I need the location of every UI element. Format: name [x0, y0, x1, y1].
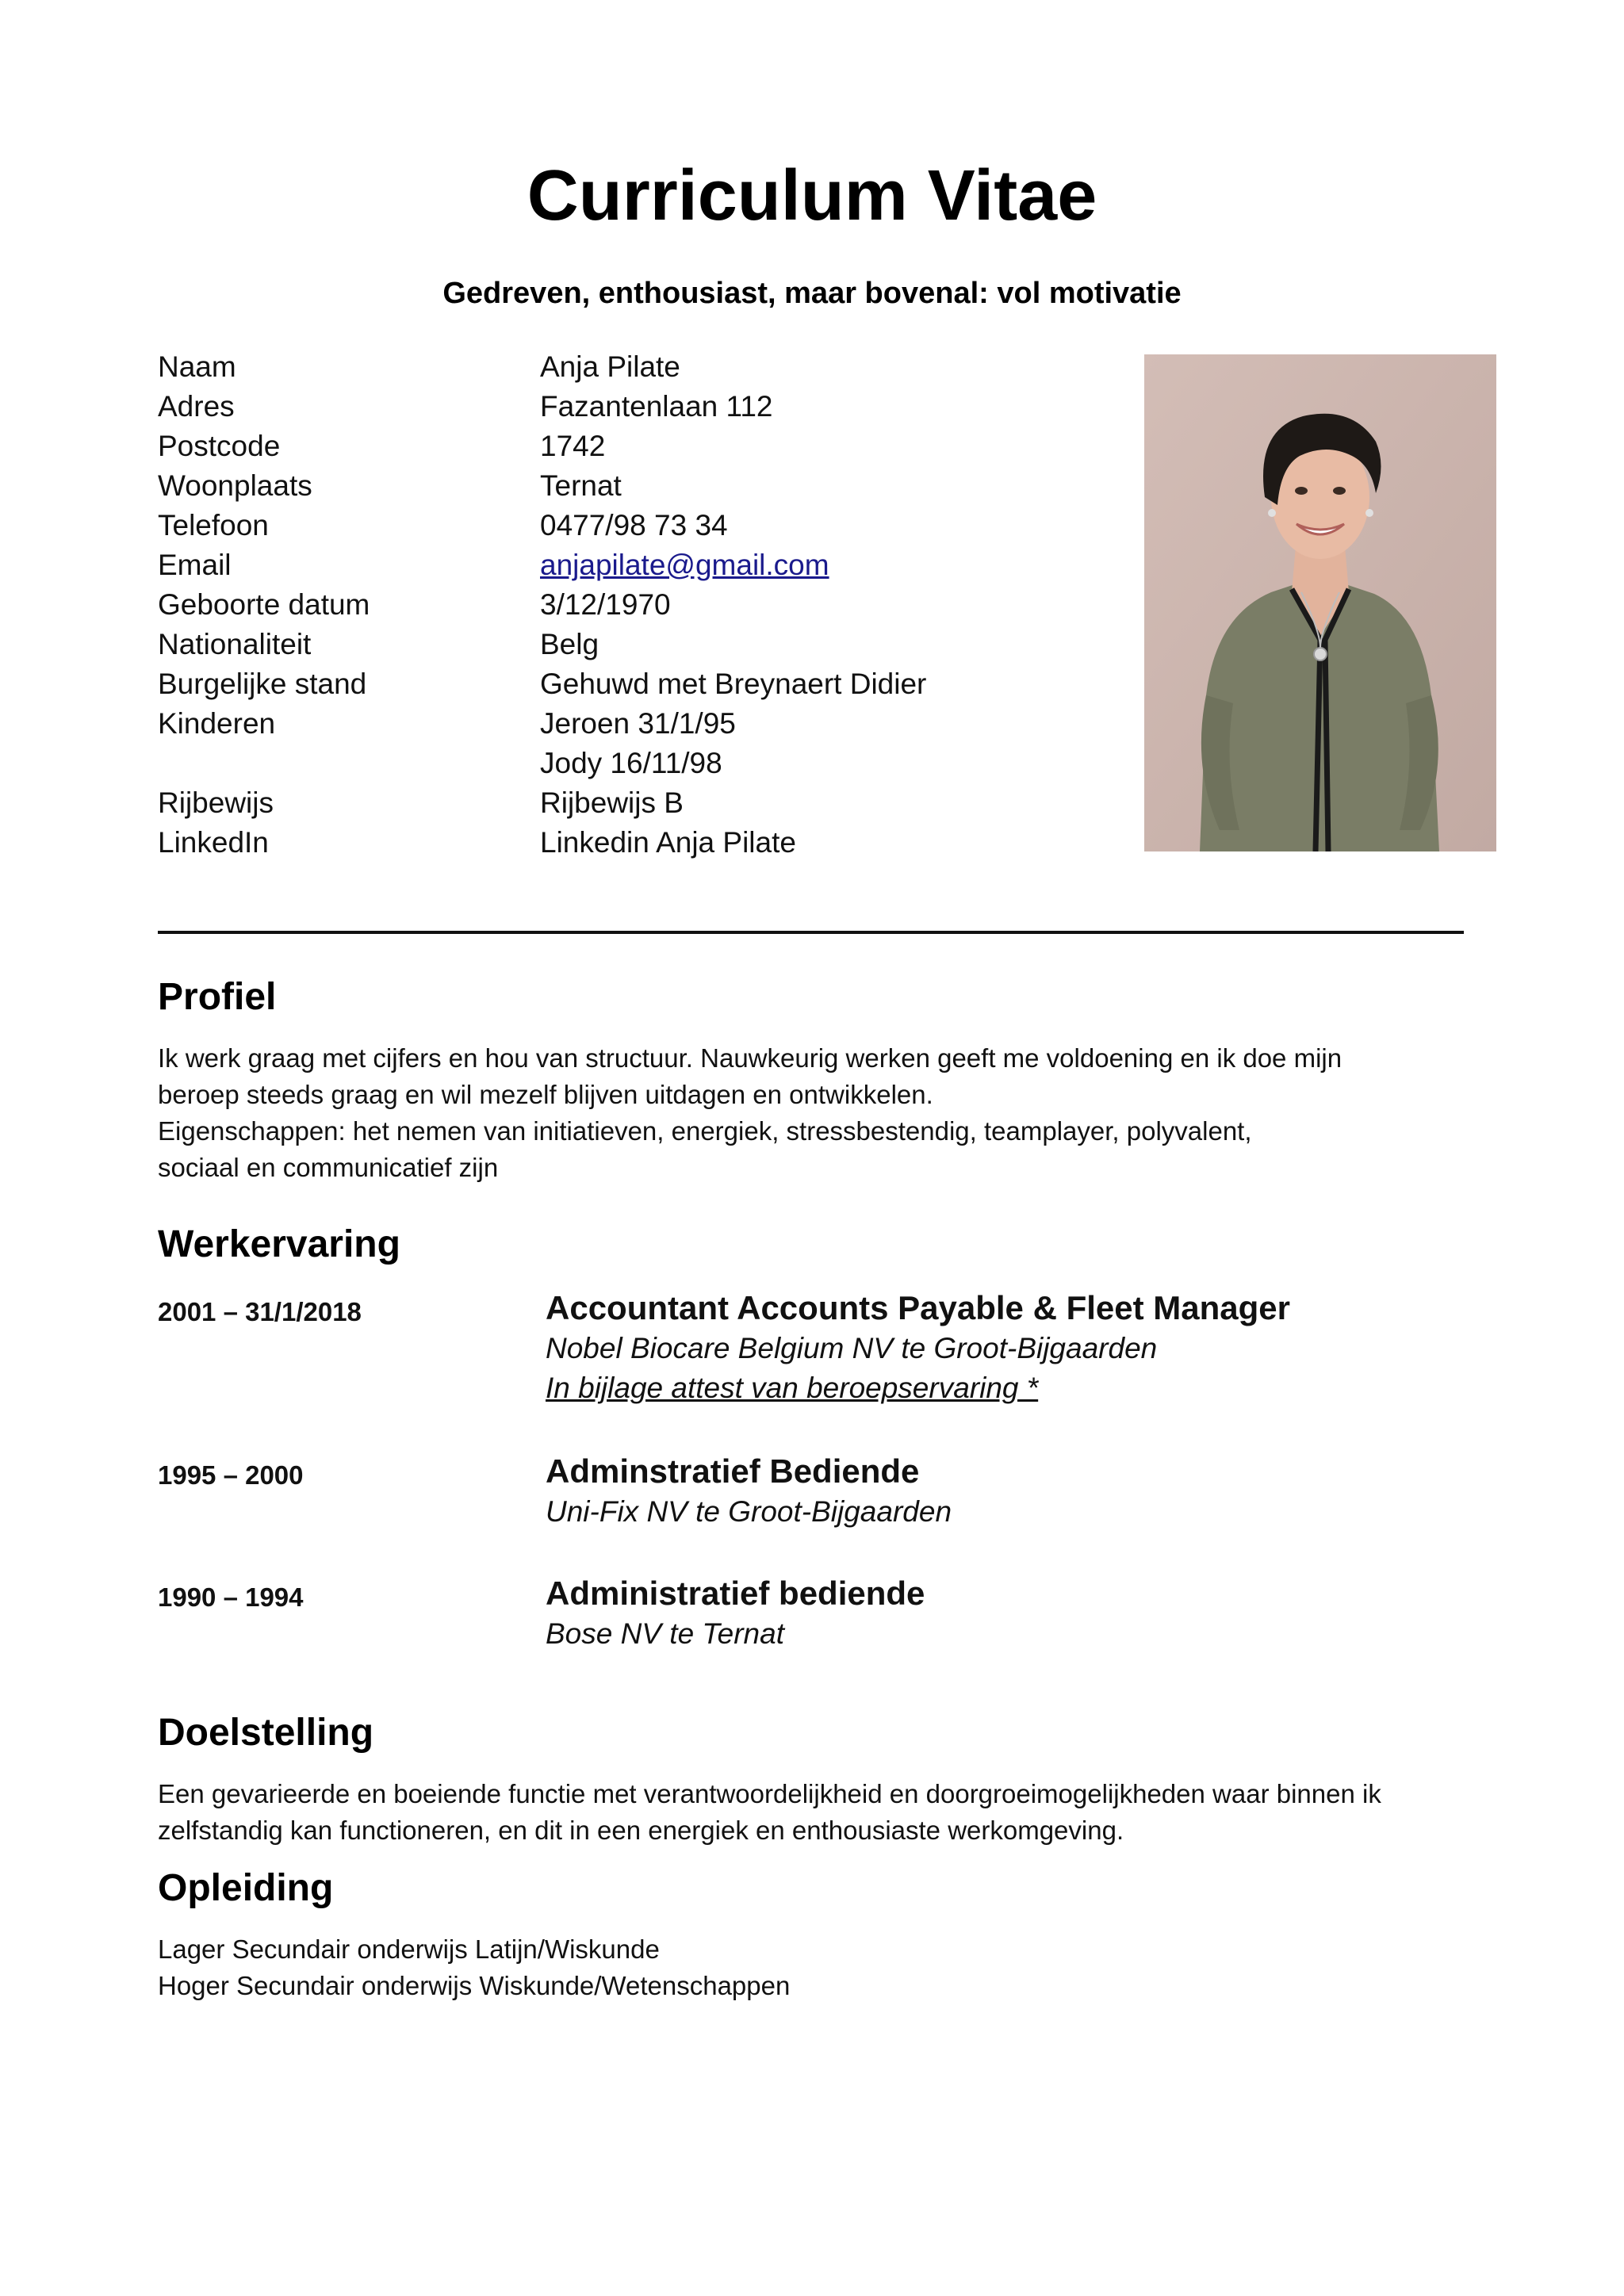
- doelstelling-heading: Doelstelling: [158, 1712, 374, 1754]
- doelstelling-text: [158, 1776, 1474, 1849]
- linkedin-link[interactable]: Linkedin Anja Pilate: [540, 826, 796, 859]
- opleiding-list: [158, 1931, 1474, 2004]
- job-period: 2001 – 31/1/2018: [158, 1297, 362, 1326]
- personal-value: 1742: [540, 430, 606, 462]
- personal-row-burgelijke-stand: [158, 664, 1109, 704]
- personal-value: Belg: [540, 628, 599, 660]
- personal-value: 3/12/1970: [540, 588, 671, 621]
- job-title: Administratief bediende: [546, 1575, 925, 1612]
- portrait-illustration: [1144, 354, 1496, 851]
- personal-value: Rijbewijs B: [540, 786, 684, 819]
- email-link[interactable]: anjapilate@gmail.com: [540, 549, 829, 581]
- profiel-line: Eigenschappen: het nemen van initiatieven, energiek, stressbestendig, teamplayer, polyvalent,: [158, 1116, 1252, 1146]
- personal-value: 0477/98 73 34: [540, 509, 728, 541]
- personal-label: Geboorte datum: [158, 588, 370, 621]
- personal-value: Fazantenlaan 112: [540, 390, 773, 423]
- job-title: Adminstratief Bediende: [546, 1452, 920, 1490]
- personal-label: Email: [158, 549, 232, 581]
- opleiding-heading: Opleiding: [158, 1867, 334, 1909]
- personal-row-geboortedatum: [158, 585, 1109, 625]
- personal-label: Postcode: [158, 430, 281, 462]
- profiel-line: beroep steeds graag en wil mezelf blijven uitdagen en ontwikkelen.: [158, 1080, 933, 1109]
- doelstelling-line: zelfstandig kan functioneren, en dit in een energiek en enthousiaste werkomgeving.: [158, 1816, 1124, 1845]
- personal-row-kinderen-2: [158, 744, 1109, 783]
- job-period: 1990 – 1994: [158, 1582, 304, 1612]
- doelstelling-line: Een gevarieerde en boeiende functie met verantwoordelijkheid en doorgroeimogelijkheden waar binnen ik: [158, 1779, 1381, 1808]
- personal-row-telefoon: [158, 506, 1109, 545]
- personal-value: Jody 16/11/98: [540, 747, 722, 779]
- profiel-text: [158, 1040, 1474, 1186]
- profiel-line: Ik werk graag met cijfers en hou van structuur. Nauwkeurig werken geeft me voldoening en ik doe mijn: [158, 1043, 1342, 1073]
- personal-label: LinkedIn: [158, 826, 269, 859]
- personal-label: Naam: [158, 350, 236, 383]
- job-title: Accountant Accounts Payable & Fleet Manager: [546, 1289, 1290, 1326]
- profile-photo: [1144, 354, 1496, 851]
- personal-label: Rijbewijs: [158, 786, 274, 819]
- personal-label: Burgelijke stand: [158, 668, 367, 700]
- opleiding-item: Lager Secundair onderwijs Latijn/Wiskunde: [158, 1934, 660, 1964]
- personal-label: Woonplaats: [158, 469, 312, 502]
- personal-value: Anja Pilate: [540, 350, 680, 383]
- opleiding-item: Hoger Secundair onderwijs Wiskunde/Wetenschappen: [158, 1971, 791, 2000]
- job-company: Uni-Fix NV te Groot-Bijgaarden: [546, 1495, 952, 1528]
- page-subtitle: Gedreven, enthousiast, maar bovenal: vol motivatie: [442, 277, 1182, 310]
- profiel-line: sociaal en communicatief zijn: [158, 1153, 499, 1182]
- job-company: Nobel Biocare Belgium NV te Groot-Bijgaarden: [546, 1332, 1158, 1364]
- personal-label: Telefoon: [158, 509, 269, 541]
- personal-value: Jeroen 31/1/95: [540, 707, 736, 740]
- personal-row-nationaliteit: [158, 625, 1109, 664]
- job-attachment-note: In bijlage attest van beroepservaring *: [546, 1372, 1039, 1404]
- personal-label: Kinderen: [158, 707, 276, 740]
- personal-row-woonplaats: [158, 466, 1109, 506]
- personal-row-kinderen: [158, 704, 1109, 744]
- job-company: Bose NV te Ternat: [546, 1617, 784, 1650]
- personal-row-naam: [158, 347, 1109, 387]
- personal-value: Ternat: [540, 469, 622, 502]
- section-divider: [158, 931, 1464, 934]
- personal-value: Gehuwd met Breynaert Didier: [540, 668, 927, 700]
- personal-label: Nationaliteit: [158, 628, 312, 660]
- personal-row-email: [158, 545, 1109, 585]
- personal-details: [158, 347, 1109, 863]
- personal-row-rijbewijs: [158, 783, 1109, 823]
- personal-label: Adres: [158, 390, 235, 423]
- page-title: Curriculum Vitae: [527, 156, 1097, 235]
- personal-row-adres: [158, 387, 1109, 427]
- personal-row-linkedin: [158, 823, 1109, 863]
- job-period: 1995 – 2000: [158, 1460, 304, 1490]
- personal-row-postcode: [158, 427, 1109, 466]
- profiel-heading: Profiel: [158, 976, 277, 1018]
- werkervaring-heading: Werkervaring: [158, 1223, 400, 1265]
